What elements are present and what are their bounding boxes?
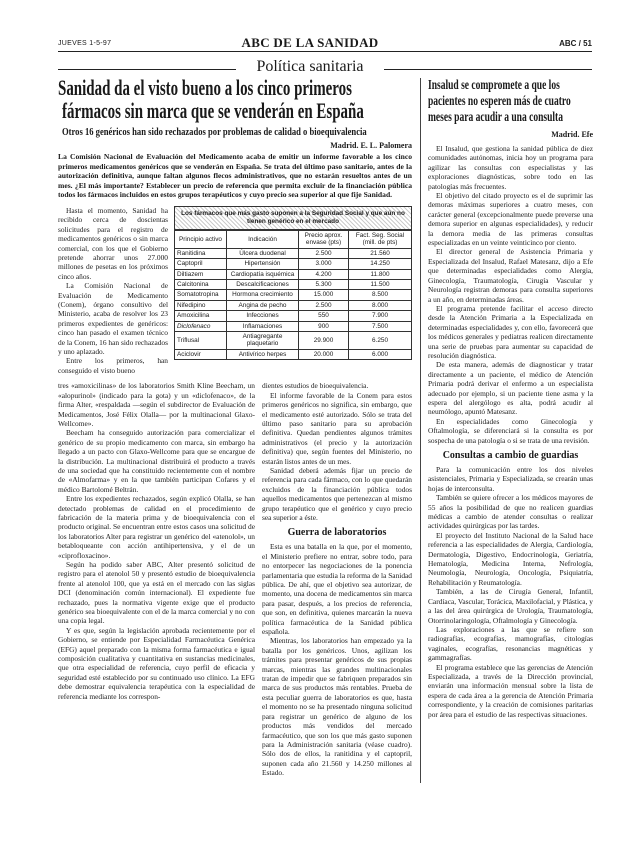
table-cell: 7.900 bbox=[349, 311, 412, 321]
paragraph: También se quiere ofrecer a los médicos mayores de 55 años la posibilidad de que no realicen guardias médicas a cambio de atender consultas o realizar actividades quirúrgicas por las tardes. bbox=[428, 493, 593, 531]
table-row bbox=[175, 321, 412, 331]
paragraph: Entre los primeros, han conseguido el visto bueno bbox=[58, 356, 168, 375]
main-headline bbox=[58, 76, 412, 122]
side-byline: Madrid. Efe bbox=[551, 130, 593, 139]
side-article bbox=[428, 78, 593, 719]
table-header: Principio activo bbox=[175, 230, 227, 248]
subheadline: Otros 16 genéricos han sido rechazados por problemas de calidad o bioequivalencia bbox=[62, 126, 367, 138]
paragraph: De esta manera, además de diagnosticar y tratar directamente a un paciente, el médico de Atención Primaria podrá derivar el enfermo a un especialista adecuado por ejemplo, si un paciente tiene asma y la espera del alergólogo es alta, podrá acudir al neumólogo, apuntó Matesanz. bbox=[428, 360, 593, 417]
table-cell: Angina de pecho bbox=[227, 300, 299, 310]
table-cell: Amoxicilina bbox=[175, 311, 227, 321]
table-cell: Ranitidina bbox=[175, 248, 227, 258]
table-row bbox=[175, 332, 412, 350]
table-cell: Descalcificaciones bbox=[227, 280, 299, 290]
paragraph: También, a las de Cirugía General, Infantil, Cardíaca, Vascular, Torácica, Maxilofacial, y Plástica, y a las del área quirúrgica de Urología, Traumatología, Otorrinolaringología, Oftalmología y Ginecología. bbox=[428, 587, 593, 625]
paragraph: La Comisión Nacional de Evaluación de Medicamento (Conem), órgano consultivo del Ministerio, acaba de resolver los 23 primeros expedientes de genéricos: cinco han pasado el examen técnico de la Conem, 16 han sido rechazados y uno aplazado. bbox=[58, 281, 168, 357]
table-cell: Nifedipino bbox=[175, 300, 227, 310]
table-cell: 8.500 bbox=[349, 290, 412, 300]
table-cell: Antiagregante plaquetario bbox=[227, 332, 299, 350]
paragraph: Para la comunicación entre los dos niveles asistenciales, Primaria y Especializada, se crearán unas hojas de interconsulta. bbox=[428, 465, 593, 493]
table-cell: Úlcera duodenal bbox=[227, 248, 299, 258]
paragraph: Las exploraciones a las que se refiere son radiografías, ecografías, mamografías, citologías vaginales, ecografías, resonancias magnéticas y gammagrafías. bbox=[428, 624, 593, 663]
table-caption: Los fármacos que más gasto suponen a la Seguridad Social y que aún no tienen genérico en el mercado bbox=[174, 206, 412, 230]
table-cell: 550 bbox=[299, 311, 349, 321]
paragraph: Beecham ha conseguido autorización para comercializar el genérico de su propio medicamento con marca, sin embargo ha llegado a un pacto con Glaxo-Wellcome para que se encargue de la distribución. La multinacional distribuirá el producto a través de una sociedad que ha constituido recientemente con el nombre de «Almofarma» y en la que también participan Cofares y el médico Bartolomé Beltrán. bbox=[58, 428, 255, 494]
table-cell: 21.560 bbox=[349, 248, 412, 258]
table-row bbox=[175, 280, 412, 290]
paragraph: El programa establece que las gerencias de Atención Especializada, a través de la Dirección provincial, enviarán una información mensual sobre la lista de espera de cada área a la gerencia de Atención Primaria correspondiente, y la creación de comisiones paritarias por área para el estudio de las respectivas situaciones. bbox=[428, 662, 593, 719]
table-cell: Cardiopatía isquémica bbox=[227, 269, 299, 279]
headline-line: fármacos sin marca que se venderán en España bbox=[62, 98, 364, 123]
article-column bbox=[58, 206, 168, 375]
article-column bbox=[262, 381, 412, 777]
table-cell: Hipertensión bbox=[227, 259, 299, 269]
table-cell: Diclofenaco bbox=[175, 321, 227, 331]
paragraph: En especialidades como Ginecología y Oftalmología, se diferenciará si la consulta es por sospecha de una patología o si se trata de una revisión. bbox=[428, 416, 593, 445]
section-title: Política sanitaria bbox=[256, 58, 364, 75]
table-cell: 11.500 bbox=[349, 280, 412, 290]
table-cell: 15.000 bbox=[299, 290, 349, 300]
table-row bbox=[175, 269, 412, 279]
table-cell: 6.000 bbox=[349, 349, 412, 359]
table-row bbox=[175, 290, 412, 300]
table-cell: 14.250 bbox=[349, 259, 412, 269]
table-cell: 6.250 bbox=[349, 332, 412, 350]
table-cell: Antivírico herpes bbox=[227, 349, 299, 359]
headline-line: pacientes no esperen más de cuatro bbox=[428, 94, 571, 109]
headline-line: meses para acudir a una consulta bbox=[428, 110, 563, 125]
table-cell: Captopril bbox=[175, 259, 227, 269]
paragraph: Sanidad deberá además fijar un precio de referencia para cada fármaco, con lo que quedarán excluidos de la financiación pública todos aquellos medicamentos que pertenezcan al mismo grupo terapéutico que el genérico y cuyo precio sea superior a éste. bbox=[262, 465, 412, 522]
subheading: Consultas a cambio de guardias bbox=[442, 450, 579, 461]
table-row bbox=[175, 349, 412, 359]
headline-line: Insalud se compromete a que los bbox=[428, 78, 560, 93]
paragraph: Entre los expedientes rechazados, según explicó Olalla, se han detectado problemas de calidad en el procedimiento de fabricación de la materia prima y de bioequivalencia con el producto original. Se encuentran entre estos casos una solicitud de los laboratorios Alter para registrar un genérico del «atenolol», un betabloqueante con acción antihipertensiva, y el de un «ciprofloxacino». bbox=[58, 494, 255, 560]
drug-table-box bbox=[174, 206, 412, 360]
table-header: Indicación bbox=[227, 230, 299, 248]
paragraph: Hasta el momento, Sanidad ha recibido cerca de doscientas solicitudes para el registro de medicamentos genéricos o sin marca comercial, con los que el Gobierno pretende ahorrar unos 27.000 millones de pesetas en los próximos cinco años. bbox=[58, 205, 168, 281]
table-cell: 2.500 bbox=[299, 248, 349, 258]
subheading: Guerra de laboratorios bbox=[287, 527, 387, 539]
paragraph: El informe favorable de la Conem para estos primeros genéricos no significa, sin embargo, que el medicamento esté autorizado. Sólo se trata del último paso sanitario para su aprobación definitiva. Quedan pendientes algunos trámites administrativos (el precio y la autorización definitiva) que, según fuentes del Ministerio, no estarán listos antes de un mes. bbox=[262, 390, 412, 466]
lead-paragraph: La Comisión Nacional de Evaluación del Medicamento acaba de emitir un informe favorable a los cinco primeros medicamentos genéricos que se venderán en España. Se trata del último paso sanitario, antes de la autorización definitiva, aunque faltan algunos flecos administrativos, que no estarán resueltos antes de un mes. ¿El más importante? Establecer un precio de referencia que permita excluir de la financiación pública todos los fármacos incluidos en estos grupos terapéuticos y cuyo precio sea superior al que fije Sanidad. bbox=[58, 152, 412, 200]
headline-line: Sanidad da el visto bueno a los cinco primeros bbox=[58, 75, 352, 100]
paragraph: Mientras, los laboratorios han empezado ya la batalla por los genéricos. Unos, agilizan los trámites para presentar genéricos de sus propias marcas, mientras las grandes multinacionales tratan de impedir que se fabriquen preparados sin marca de sus productos más rentables. Prueba de esta peculiar guerra de laboratorios es que, hasta el momento no se ha presentado ninguna solicitud para registrar un genérico de alguno de los productos más vendidos del mercado farmacéutico, que son los que más gasto suponen para la Administración sanitaria (véase cuadro). Sólo dos de ellos, la ranitidina y el captopril, suponen cada año 21.560 y 14.250 millones al Estado. bbox=[262, 636, 412, 778]
table-row bbox=[175, 311, 412, 321]
issue-date: JUEVES 1-5-97 bbox=[58, 40, 112, 47]
header-rule bbox=[58, 51, 592, 52]
paragraph: El programa pretende facilitar el acceso directo desde la Atención Primaria a la Especializada en determinadas especialidades y, con ello, favorecerá que los médicos generales y pediatras realicen directamente una serie de pruebas para aumentar su capacidad de resolución diagnóstica. bbox=[428, 303, 593, 360]
article-column bbox=[58, 381, 255, 701]
paragraph: El proyecto del Instituto Nacional de la Salud hace referencia a las especialidades de Alergia, Cardiología, Dermatología, Digestivo, Endocrinología, Geriatría, Hematología, Medicina Interna, Nefrología, Neumología, Neurología, Oncología, Psiquiatría, Rehabilitación y Reumatología. bbox=[428, 530, 593, 587]
table-row bbox=[175, 300, 412, 310]
paragraph: Y es que, según la legislación aprobada recientemente por el Gobierno, se entiende por Especialidad Farmacéutica Genérica (EFG) aquel preparado con la misma forma farmacéutica e igual composición cualitativa y cuantitativa en sustancias medicinales, que otra especialidad de referencia, cuyo perfil de eficacia y seguridad esté establecido por su continuado uso clínico. La EFG debe demostrar equivalencia terapéutica con la especialidad de referencia mediante los correspon- bbox=[58, 625, 255, 701]
table-cell: 5.300 bbox=[299, 280, 349, 290]
section-masthead: ABC DE LA SANIDAD bbox=[241, 35, 379, 50]
column-divider bbox=[420, 78, 421, 783]
page-number: ABC / 51 bbox=[559, 39, 592, 48]
table-row bbox=[175, 248, 412, 258]
paragraph: Según ha podido saber ABC, Alter presentó solicitud de registro para el atenolol 50 y presentó estudio de bioequivalencia frente al atenolol 100, que ya está en el mercado con las siglas DCI (denominación común internacional). El expediente fue rechazado, pues la normativa vigente exige que el producto genérico sea bioequivalente con el de la marca comercial y no con una copia legal. bbox=[58, 560, 255, 626]
table-row bbox=[175, 259, 412, 269]
section-rule bbox=[384, 69, 592, 70]
table-cell: 29.900 bbox=[299, 332, 349, 350]
table-cell: 7.500 bbox=[349, 321, 412, 331]
main-article bbox=[58, 76, 412, 778]
table-cell: 4.200 bbox=[299, 269, 349, 279]
table-header: Precio aprox. envase (pts) bbox=[299, 230, 349, 248]
table-cell: Infecciones bbox=[227, 311, 299, 321]
drug-table bbox=[174, 230, 412, 360]
table-cell: Aciclovir bbox=[175, 349, 227, 359]
table-cell: 8.000 bbox=[349, 300, 412, 310]
table-cell: Diltiazem bbox=[175, 269, 227, 279]
section-rule bbox=[58, 69, 236, 70]
paragraph: tres «amoxicilinas» de los laboratorios Smith Kline Beecham, un «alopurinol» (indicado para la gota) y un «diclofenaco», de la firma Alter, «respaldada —según el subdirector de Evaluación de Medicamentos, José Félix Olalla— por la multinacional Glaxo-Wellcome». bbox=[58, 381, 255, 428]
table-cell: Inflamaciones bbox=[227, 321, 299, 331]
table-cell: Hormona crecimiento bbox=[227, 290, 299, 300]
table-cell: 3.000 bbox=[299, 259, 349, 269]
byline: Madrid. E. L. Palomera bbox=[330, 141, 412, 150]
paragraph: Esta es una batalla en la que, por el momento, el Ministerio prefiere no entrar, sobre todo, para no entorpecer las negociaciones de la ponencia parlamentaria que estudia la reforma de la Sanidad pública. De ahí, que el objetivo sea autorizar, de momento, una docena de medicamentos sin marca para pasar, después, a los precios de referencia, que son, en definitiva, quienes marcarán la nueva política farmacéutica de la Sanidad pública española. bbox=[262, 542, 413, 637]
table-cell: Triflusal bbox=[175, 332, 227, 350]
table-cell: 2.500 bbox=[299, 300, 349, 310]
paragraph: dientes estudios de bioequivalencia. bbox=[262, 381, 369, 391]
paragraph: El objetivo del citado proyecto es el de suprimir las demoras máximas superiores a cuatro meses, con carácter general (excepcionalmente puede preverse una demora superior en algunas especialidades), y reducir la demora media de las primeras consultas especializadas en un veinte veinticinco por ciento. bbox=[428, 191, 593, 248]
side-article-column bbox=[428, 144, 593, 719]
table-cell: Somatotropina bbox=[175, 290, 227, 300]
side-headline bbox=[428, 78, 593, 126]
paragraph: El director general de Asistencia Primaria y Especializada del Insalud, Rafael Matesanz, dijo a Efe que determinadas especialidades como Alergia, Ginecología, Traumatología, Cirugía Vascular y Neurología registran demoras para consulta superiores a un año, en determinadas áreas. bbox=[428, 247, 593, 304]
table-cell: 900 bbox=[299, 321, 349, 331]
table-cell: 20.000 bbox=[299, 349, 349, 359]
table-cell: Calcitonina bbox=[175, 280, 227, 290]
paragraph: El Insalud, que gestiona la sanidad pública de diez comunidades autónomas, inicia hoy un programa para agilizar las consultas con especialistas y las exploraciones diagnósticas, sobre todo en las patologías más frecuentes. bbox=[428, 144, 593, 191]
table-cell: 11.800 bbox=[349, 269, 412, 279]
table-header: Fact. Seg. Social (mill. de pts) bbox=[349, 230, 412, 248]
